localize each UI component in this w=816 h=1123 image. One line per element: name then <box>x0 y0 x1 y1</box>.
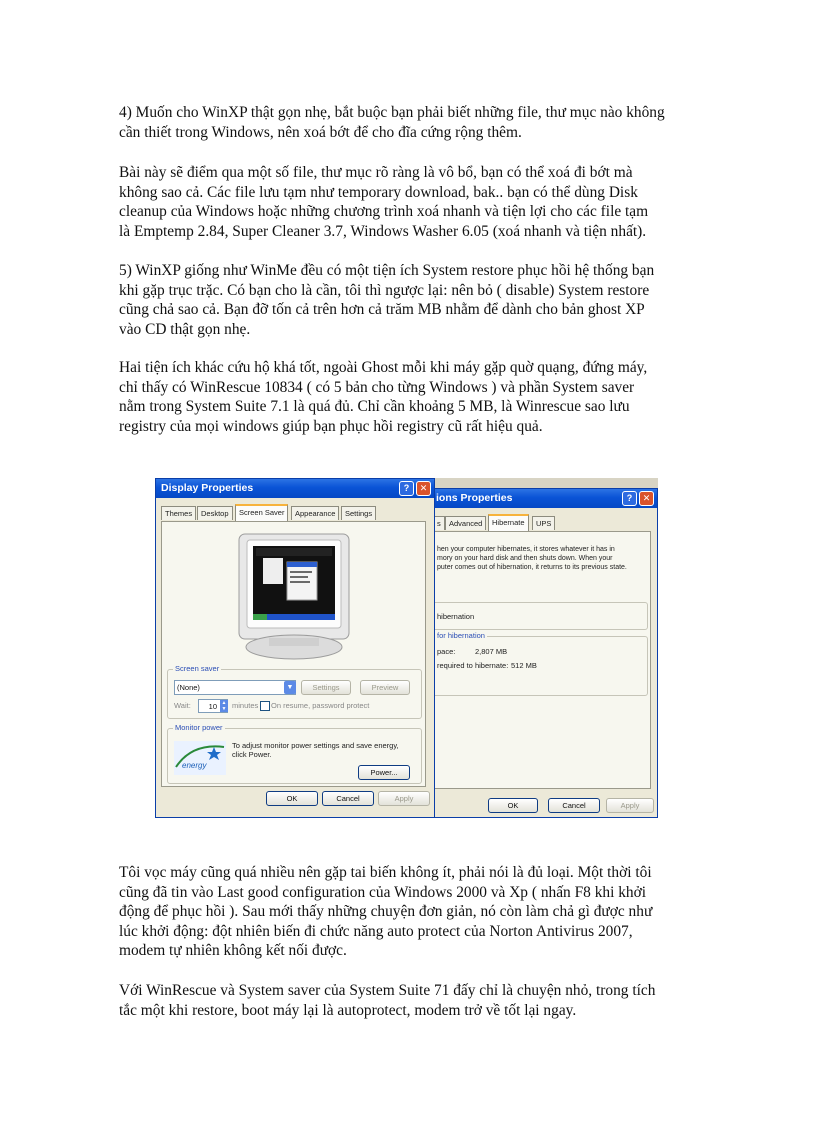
text-line: cũng đã tin vào Last good configuration của Windows 2000 và Xp ( nhấn F8 khi khởi <box>119 883 647 901</box>
preview-button[interactable]: Preview <box>360 680 410 695</box>
tab-desktop[interactable]: Desktop <box>197 506 233 520</box>
window-title: Display Properties <box>161 482 254 494</box>
paragraph-1 <box>119 103 709 142</box>
apply-button[interactable]: Apply <box>378 791 430 806</box>
wait-minutes-field[interactable]: 10 <box>198 699 228 713</box>
display-properties-titlebar <box>156 479 434 498</box>
text-line: nằm trong System Suite 7.1 là quá đủ. Chỉ cần khoảng 5 MB, là Winrescue sao lưu <box>119 398 630 416</box>
tab-advanced[interactable]: Advanced <box>445 516 486 530</box>
paragraph-2 <box>119 163 709 241</box>
text-line: Tôi vọc máy cũng quá nhiều nên gặp tai biến không ít, phải nói là đủ loại. Một thời tôi <box>119 864 652 881</box>
text-line: Với WinRescue và System saver của System Suite 71 đấy chỉ là chuyện nhỏ, trong tích <box>119 982 656 999</box>
energy-star-logo <box>174 741 226 775</box>
monitor-power-text-1: To adjust monitor power settings and save energy, <box>232 741 399 750</box>
password-checkbox[interactable] <box>260 701 270 711</box>
close-button[interactable]: ✕ <box>416 481 431 496</box>
text-line: tắc một khi restore, boot máy lại là autoprotect, modem trở về tốt lại ngay. <box>119 1001 577 1019</box>
monitor-power-text-2: click Power. <box>232 750 272 759</box>
text-line: cần thiết trong Windows, nên xoá bớt để cho đĩa cứng rộng thêm. <box>119 123 522 141</box>
settings-button[interactable]: Settings <box>301 680 351 695</box>
apply-button[interactable]: Apply <box>606 798 654 813</box>
power-options-window <box>430 488 658 818</box>
close-button[interactable]: ✕ <box>639 491 654 506</box>
tab-settings[interactable]: Settings <box>341 506 376 520</box>
text-line: 5) WinXP giống như WinMe đều có một tiện ích System restore phục hồi hệ thống bạn <box>119 262 655 279</box>
text-line: cũng chả sao cả. Bạn đỡ tốn cả trên hơn cả trăm MB nhằm để dành cho bản ghost XP <box>119 301 645 319</box>
paragraph-6 <box>119 981 709 1020</box>
disk-space-group-label: for hibernation <box>437 631 485 640</box>
text-line: là Emptemp 2.84, Super Cleaner 3.7, Windows Washer 6.05 (xoá nhanh và tiện nhất). <box>119 222 647 240</box>
password-protect-label: On resume, password protect <box>271 701 370 710</box>
paragraph-5 <box>119 863 709 961</box>
cancel-button[interactable]: Cancel <box>548 798 600 813</box>
embedded-screenshot <box>155 478 658 818</box>
text-line: 4) Muốn cho WinXP thật gọn nhẹ, bắt buộc bạn phải biết những file, thư mục nào không <box>119 104 665 121</box>
text-line: khi gặp trục trặc. Có bạn cho là cần, tôi thì ngược lại: nên bỏ ( disable) System restore <box>119 281 650 299</box>
tab-themes[interactable]: Themes <box>161 506 196 520</box>
screen-saver-panel <box>161 521 426 787</box>
paragraph-3 <box>119 261 709 339</box>
free-space-value: 2,807 MB <box>475 647 508 656</box>
text-line: chỉ thấy có WinRescue 10834 ( có 5 bản cho từng Windows ) và phần System saver <box>119 378 635 396</box>
minutes-label: minutes <box>232 701 259 710</box>
ok-button[interactable]: OK <box>266 791 318 806</box>
paragraph-4 <box>119 358 709 436</box>
required-space-value: 512 MB <box>511 661 537 670</box>
hibernate-enable-group <box>432 602 648 630</box>
monitor-power-group <box>167 723 422 784</box>
screen-saver-group <box>167 664 422 719</box>
text-line: không sao cả. Các file lưu tạm như temporary download, bak.. bạn có thể dùng Disk <box>119 183 638 201</box>
screen-saver-group-label: Screen saver <box>175 664 220 673</box>
tab-hibernate[interactable]: Hibernate <box>488 514 529 531</box>
ok-button[interactable]: OK <box>488 798 538 813</box>
power-button[interactable]: Power... <box>358 765 410 780</box>
help-button[interactable]: ? <box>622 491 637 506</box>
spinner-icon[interactable]: ▲ ▼ <box>221 700 227 712</box>
text-line: lúc khởi động: đột nhiên biến đi chức năng auto protect của Norton Antivirus 2007, <box>119 922 633 940</box>
display-properties-window <box>155 478 435 818</box>
required-space-label: required to hibernate: <box>437 661 509 670</box>
monitor-preview <box>229 532 359 664</box>
energy-logo-text: energy <box>182 761 207 770</box>
text-line: registry của mọi windows giúp bạn phục hồi registry cũ rất hiệu quả. <box>119 417 543 435</box>
free-space-label: pace: <box>437 647 456 656</box>
hibernation-checkbox-label[interactable]: hibernation <box>437 612 475 621</box>
tab-ups[interactable]: UPS <box>532 516 555 530</box>
screen-saver-select[interactable]: (None) <box>174 680 296 695</box>
tab-screen-saver[interactable]: Screen Saver <box>235 504 288 521</box>
tab-appearance[interactable]: Appearance <box>291 506 339 520</box>
wait-label: Wait: <box>174 701 191 710</box>
dropdown-arrow-icon[interactable]: ▼ <box>284 681 296 694</box>
text-line: cleanup của Windows hoặc những chương trình xoá nhanh và tiện lợi cho các file tạm <box>119 203 649 221</box>
hibernate-description-3: puter comes out of hibernation, it returns to its previous state. <box>437 564 627 571</box>
text-line: Hai tiện ích khác cứu hộ khá tốt, ngoài Ghost mỗi khi máy gặp quờ quạng, đứng máy, <box>119 359 648 376</box>
text-line: Bài này sẽ điểm qua một số file, thư mục rõ ràng là vô bổ, bạn có thể xoá đi bớt mà <box>119 164 633 181</box>
text-line: modem tự nhiên không kết nối được. <box>119 942 347 960</box>
text-line: động để phục hồi ). Sau mới thấy những chuyện đơn giản, nó còn làm chả gì được như <box>119 903 653 921</box>
hibernate-description-1: hen your computer hibernates, it stores whatever it has in <box>437 546 615 553</box>
text-line: vào CD thật gọn nhẹ. <box>119 320 251 338</box>
monitor-power-group-label: Monitor power <box>175 723 223 732</box>
cancel-button[interactable]: Cancel <box>322 791 374 806</box>
hibernate-description-2: mory on your hard disk and then shuts down. When your <box>437 555 613 562</box>
disk-space-group <box>432 631 648 696</box>
hibernate-panel <box>433 531 651 789</box>
window-title: ions Properties <box>436 492 513 504</box>
tab-partial[interactable]: s <box>433 516 445 530</box>
help-button[interactable]: ? <box>399 481 414 496</box>
